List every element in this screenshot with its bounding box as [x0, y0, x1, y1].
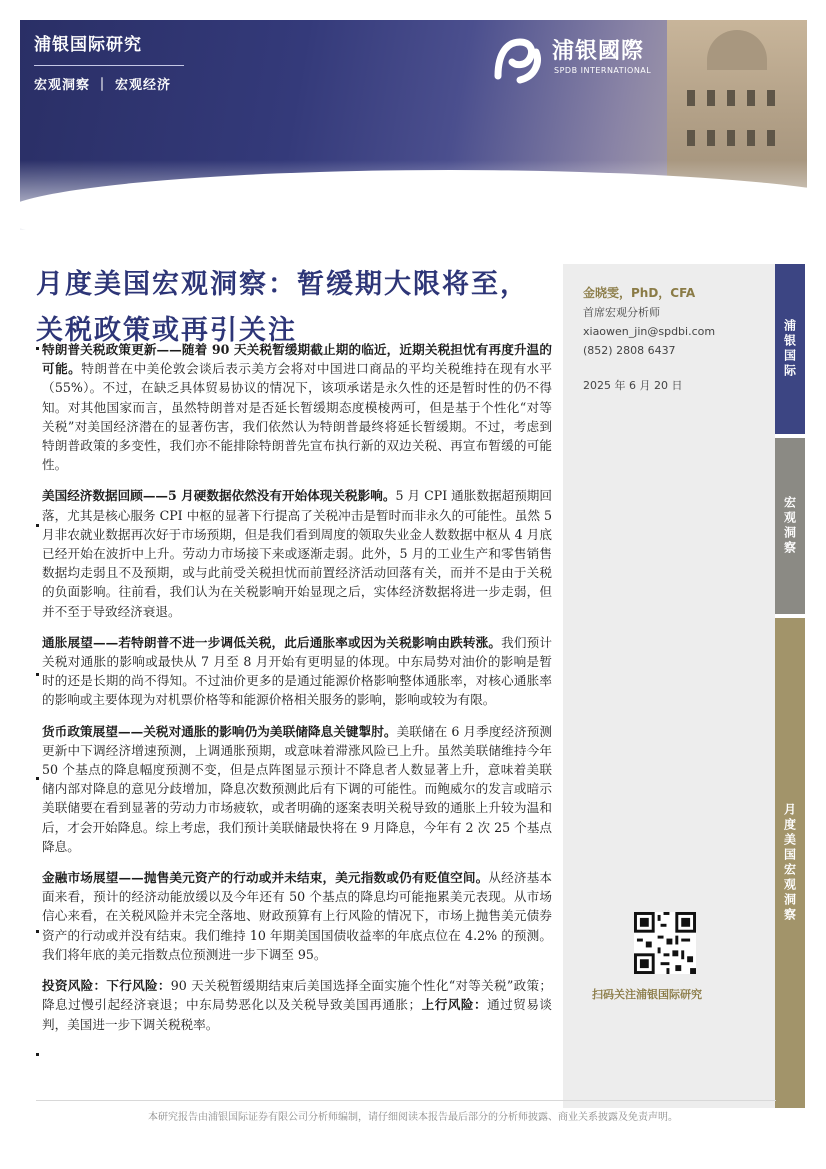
paragraph-data-review [42, 486, 552, 620]
paragraph-text: 从经济基本面来看，预计的经济动能放缓以及今年还有 50 个基点的降息均可能拖累美元表现。从市场信心来看，在关税风险并未完全落地、财政预算有上行风险的情况下，市场上抛售美元债券资产的行动或并没有结束。我们维持 10 年期美国国债收益率的年底点位在 4.2% 的预测。我们将年底的美元指数点位预测进一步下调至 95。 [42, 870, 553, 962]
report-date: 2025 年 6 月 20 日 [583, 379, 683, 392]
paragraph-text: 5 月 CPI 通胀数据超预期回落，尤其是核心服务 CPI 中枢的显著下行提高了关税冲击是暂时而非永久的可能性。虽然 5 月非农就业数据再次好于市场预期，但是我们看到周度的领取失业金人数数据中枢从 4 月底已经开始在波折中上升。劳动力市场接下来或逐渐走弱。此外，5 月的工业生产和零售销售数据均走弱且不及预期，或与此前受关税担忧而前置经济活动回落有关，而并不是由于关税的负面影响。往前看，我们认为在关税影响开始显现之后，实体经济数据将进一步走弱，但并不至于导致经济衰退。 [42, 488, 552, 619]
paragraph-lead-2: 上行风险： [421, 997, 488, 1013]
report-title: 月度美国宏观洞察：暂缓期大限将至，关税政策或再引关注 [36, 269, 529, 346]
paragraph-lead: 货币政策展望——关税对通胀的影响仍为美联储降息关键掣肘。 [42, 723, 397, 739]
paragraph-markets [42, 868, 552, 964]
brand-divider [34, 65, 184, 66]
paragraph-text-2: 通过贸易谈判，美国进一步下调关税税率。 [42, 997, 553, 1032]
paragraph-text: 美联储在 6 月季度经济预测更新中下调经济增速预测，上调通胀预期，或意味着滞涨风险已上升。虽然美联储维持今年 50 个基点的降息幅度预测不变，但是点阵图显示预计不降息者人数显著上升，意味着美联储内部对降息的意见分歧增加，降息次数预测此后有下调的可能性。而鲍威尔的发言或暗示美联储要在看到显著的劳动力市场疲软，或者明确的逐案表明关税导致的通胀上升较为温和后，才会开始降息。综上考虑，我们预计美联储最快将在 9 月降息，今年有 2 次 25 个基点降息。 [42, 723, 552, 854]
bullet-marker [36, 524, 39, 527]
logo-cn: 浦银國際 [552, 39, 645, 64]
paragraph-lead: 金融市场展望——抛售美元资产的行动或并未结束，美元指数或仍有贬值空间。 [42, 870, 489, 886]
paragraph-text: 90 天关税暂缓期结束后美国选择全面实施个性化“对等关税”政策；降息过慢引起经济衰退；中东局势恶化以及关税导致美国再通胀； [42, 978, 553, 1013]
analyst-phone: (852) 2808 6437 [583, 344, 676, 357]
paragraph-lead: 投资风险：下行风险： [42, 978, 171, 994]
paragraph-monetary [42, 722, 552, 856]
paragraph-text: 特朗普在中美伦敦会谈后表示美方会将对中国进口商品的平均关税维持在现有水平（55%）。不过，在缺乏具体贸易协议的情况下，该项承诺是永久性的还是暂时性的仍不得知。对其他国家而言，虽然特朗普对是否延长暂缓期态度模棱两可，但是基于个性化“对等关税”对美国经济潜在的显著伤害，我们依然认为特朗普最终将延长暂缓期。不过，考虑到特朗普政策的多变性，我们亦不能排除特朗普先宣布执行新的双边关税、再宣布暂缓的可能性。 [42, 361, 553, 473]
paragraph-tariff [42, 340, 552, 474]
analyst-role: 首席宏观分析师 [583, 306, 660, 319]
side-tab-label: 浦银国际 [782, 319, 797, 379]
spdb-logo [490, 28, 690, 90]
analyst-email[interactable]: xiaowen_jin@spdbi.com [583, 325, 716, 338]
bullet-marker [36, 777, 39, 780]
footer-divider [36, 1100, 776, 1101]
paragraph-text: 我们预计关税对通胀的影响或最快从 7 月至 8 月开始有更明显的体现。中东局势对油价的影响是暂时的还是长期的尚不得知。不过油价更多的是通过能源价格影响整体通胀率，对核心通胀率的影响或主要体现为对机票价格等和能源价格相关服务的影响，影响或较为有限。 [42, 634, 553, 708]
qr-caption: 扫码关注浦银国际研究 [592, 988, 702, 1001]
bullet-marker [36, 1053, 39, 1056]
side-tab-2 [775, 438, 805, 614]
paragraph-lead: 特朗普关税政策更新——随着 90 天关税暂缓期截止期的临近，近期关税担忧有再度升温的可能。 [42, 342, 552, 377]
bullet-marker [36, 930, 39, 933]
paragraph-lead: 通胀展望——若特朗普不进一步调低关税，此后通胀率或因为关税影响由跌转涨。 [42, 634, 502, 650]
logo-en: SPDB INTERNATIONAL [554, 66, 652, 75]
paragraph-inflation [42, 633, 552, 710]
spdb-logo-icon [490, 32, 544, 86]
side-tab-1 [775, 264, 805, 434]
side-tab-3 [775, 618, 805, 1108]
report-body [42, 340, 552, 1046]
bullet-marker [36, 673, 39, 676]
bullet-marker [36, 347, 39, 350]
paragraph-lead: 美国经济数据回顾——5 月硬数据依然没有开始体现关税影响。 [42, 488, 396, 504]
side-tab-label: 月度美国宏观洞察 [782, 803, 797, 923]
analyst-name: 金晓雯，PhD，CFA [583, 286, 696, 300]
section-label: 宏观洞察 ｜ 宏观经济 [34, 78, 172, 93]
side-tab-label: 宏观洞察 [782, 496, 797, 556]
brand-name: 浦银国际研究 [34, 35, 142, 55]
qr-code-icon [634, 912, 696, 974]
paragraph-risks [42, 976, 552, 1034]
analyst-info [583, 284, 715, 395]
brand-block [34, 30, 184, 93]
footer-disclaimer: 本研究报告由浦银国际证券有限公司分析师编制，请仔细阅读本报告最后部分的分析师披露、商业关系披露及免责声明。 [148, 1112, 678, 1123]
